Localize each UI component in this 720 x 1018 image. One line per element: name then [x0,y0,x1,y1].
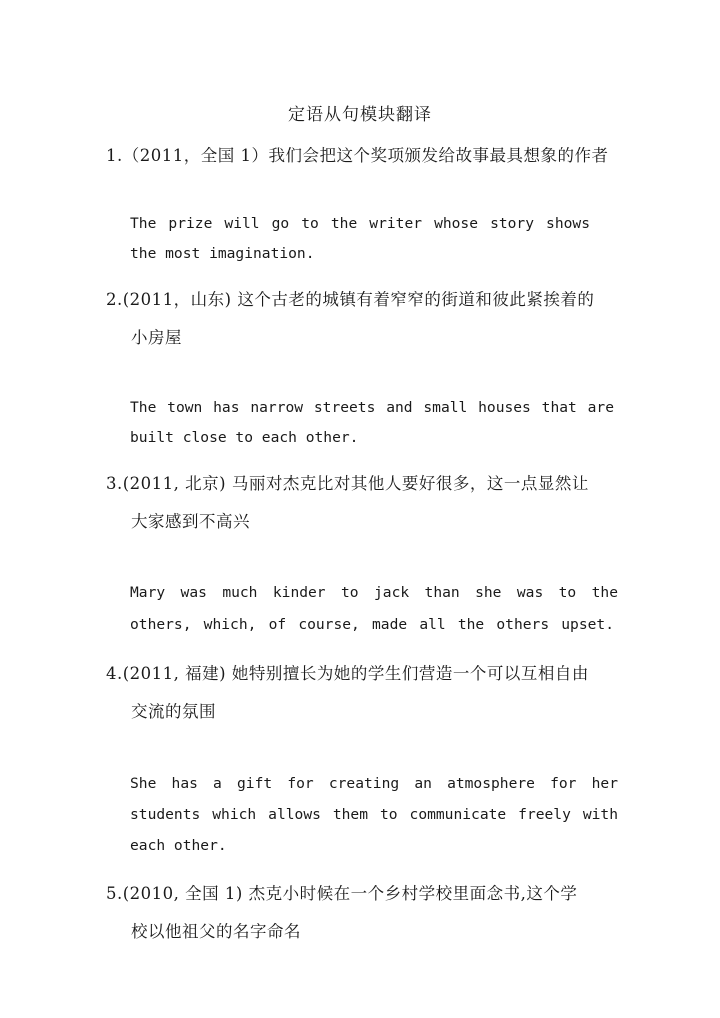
answer-1-en-line-1: The prize will go to the writer whose story shows [130,215,590,232]
answer-4-en [130,769,618,861]
answer-3-en [130,578,618,640]
answer-1-en-line-2: the most imagination. [130,245,315,262]
question-3-zh-line-2: 大家感到不高兴 [131,512,250,531]
page-title: 定语从句模块翻译 [288,105,432,125]
answer-4-en-line-1: She has a gift for creating an atmosphere for her [130,775,618,792]
question-4-zh-line-2: 交流的氛围 [131,702,216,721]
answer-4-en-line-2: students which allows them to communicate freely with [130,806,618,823]
answer-3-en-line-1: Mary was much kinder to jack than she was to the [130,584,618,601]
answer-2-en-line-2: built close to each other. [130,429,359,446]
question-4-zh-line-1: 4.(2011, 福建) 她特别擅长为她的学生们营造一个可以互相自由 [106,664,589,683]
answer-1-en [130,209,618,269]
question-2-zh-line-2: 小房屋 [131,328,182,347]
answer-2-en-line-1: The town has narrow streets and small houses that are [130,399,614,416]
question-5-zh-line-1: 5.(2010, 全国 1) 杰克小时候在一个乡村学校里面念书,这个学 [106,884,578,903]
question-1-zh-line-1: 1.（2011，全国 1）我们会把这个奖项颁发给故事最具想象的作者 [106,146,609,165]
question-3-zh-line-1: 3.(2011, 北京) 马丽对杰克比对其他人要好很多，这一点显然让 [106,474,589,493]
answer-2-en [130,393,618,453]
question-5-zh-line-2: 校以他祖父的名字命名 [131,922,301,941]
answer-3-en-line-2: others, which, of course, made all the others upset. [130,616,614,633]
answer-4-en-line-3: each other. [130,837,227,854]
question-2-zh-line-1: 2.(2011，山东) 这个古老的城镇有着窄窄的街道和彼此紧挨着的 [106,290,595,309]
